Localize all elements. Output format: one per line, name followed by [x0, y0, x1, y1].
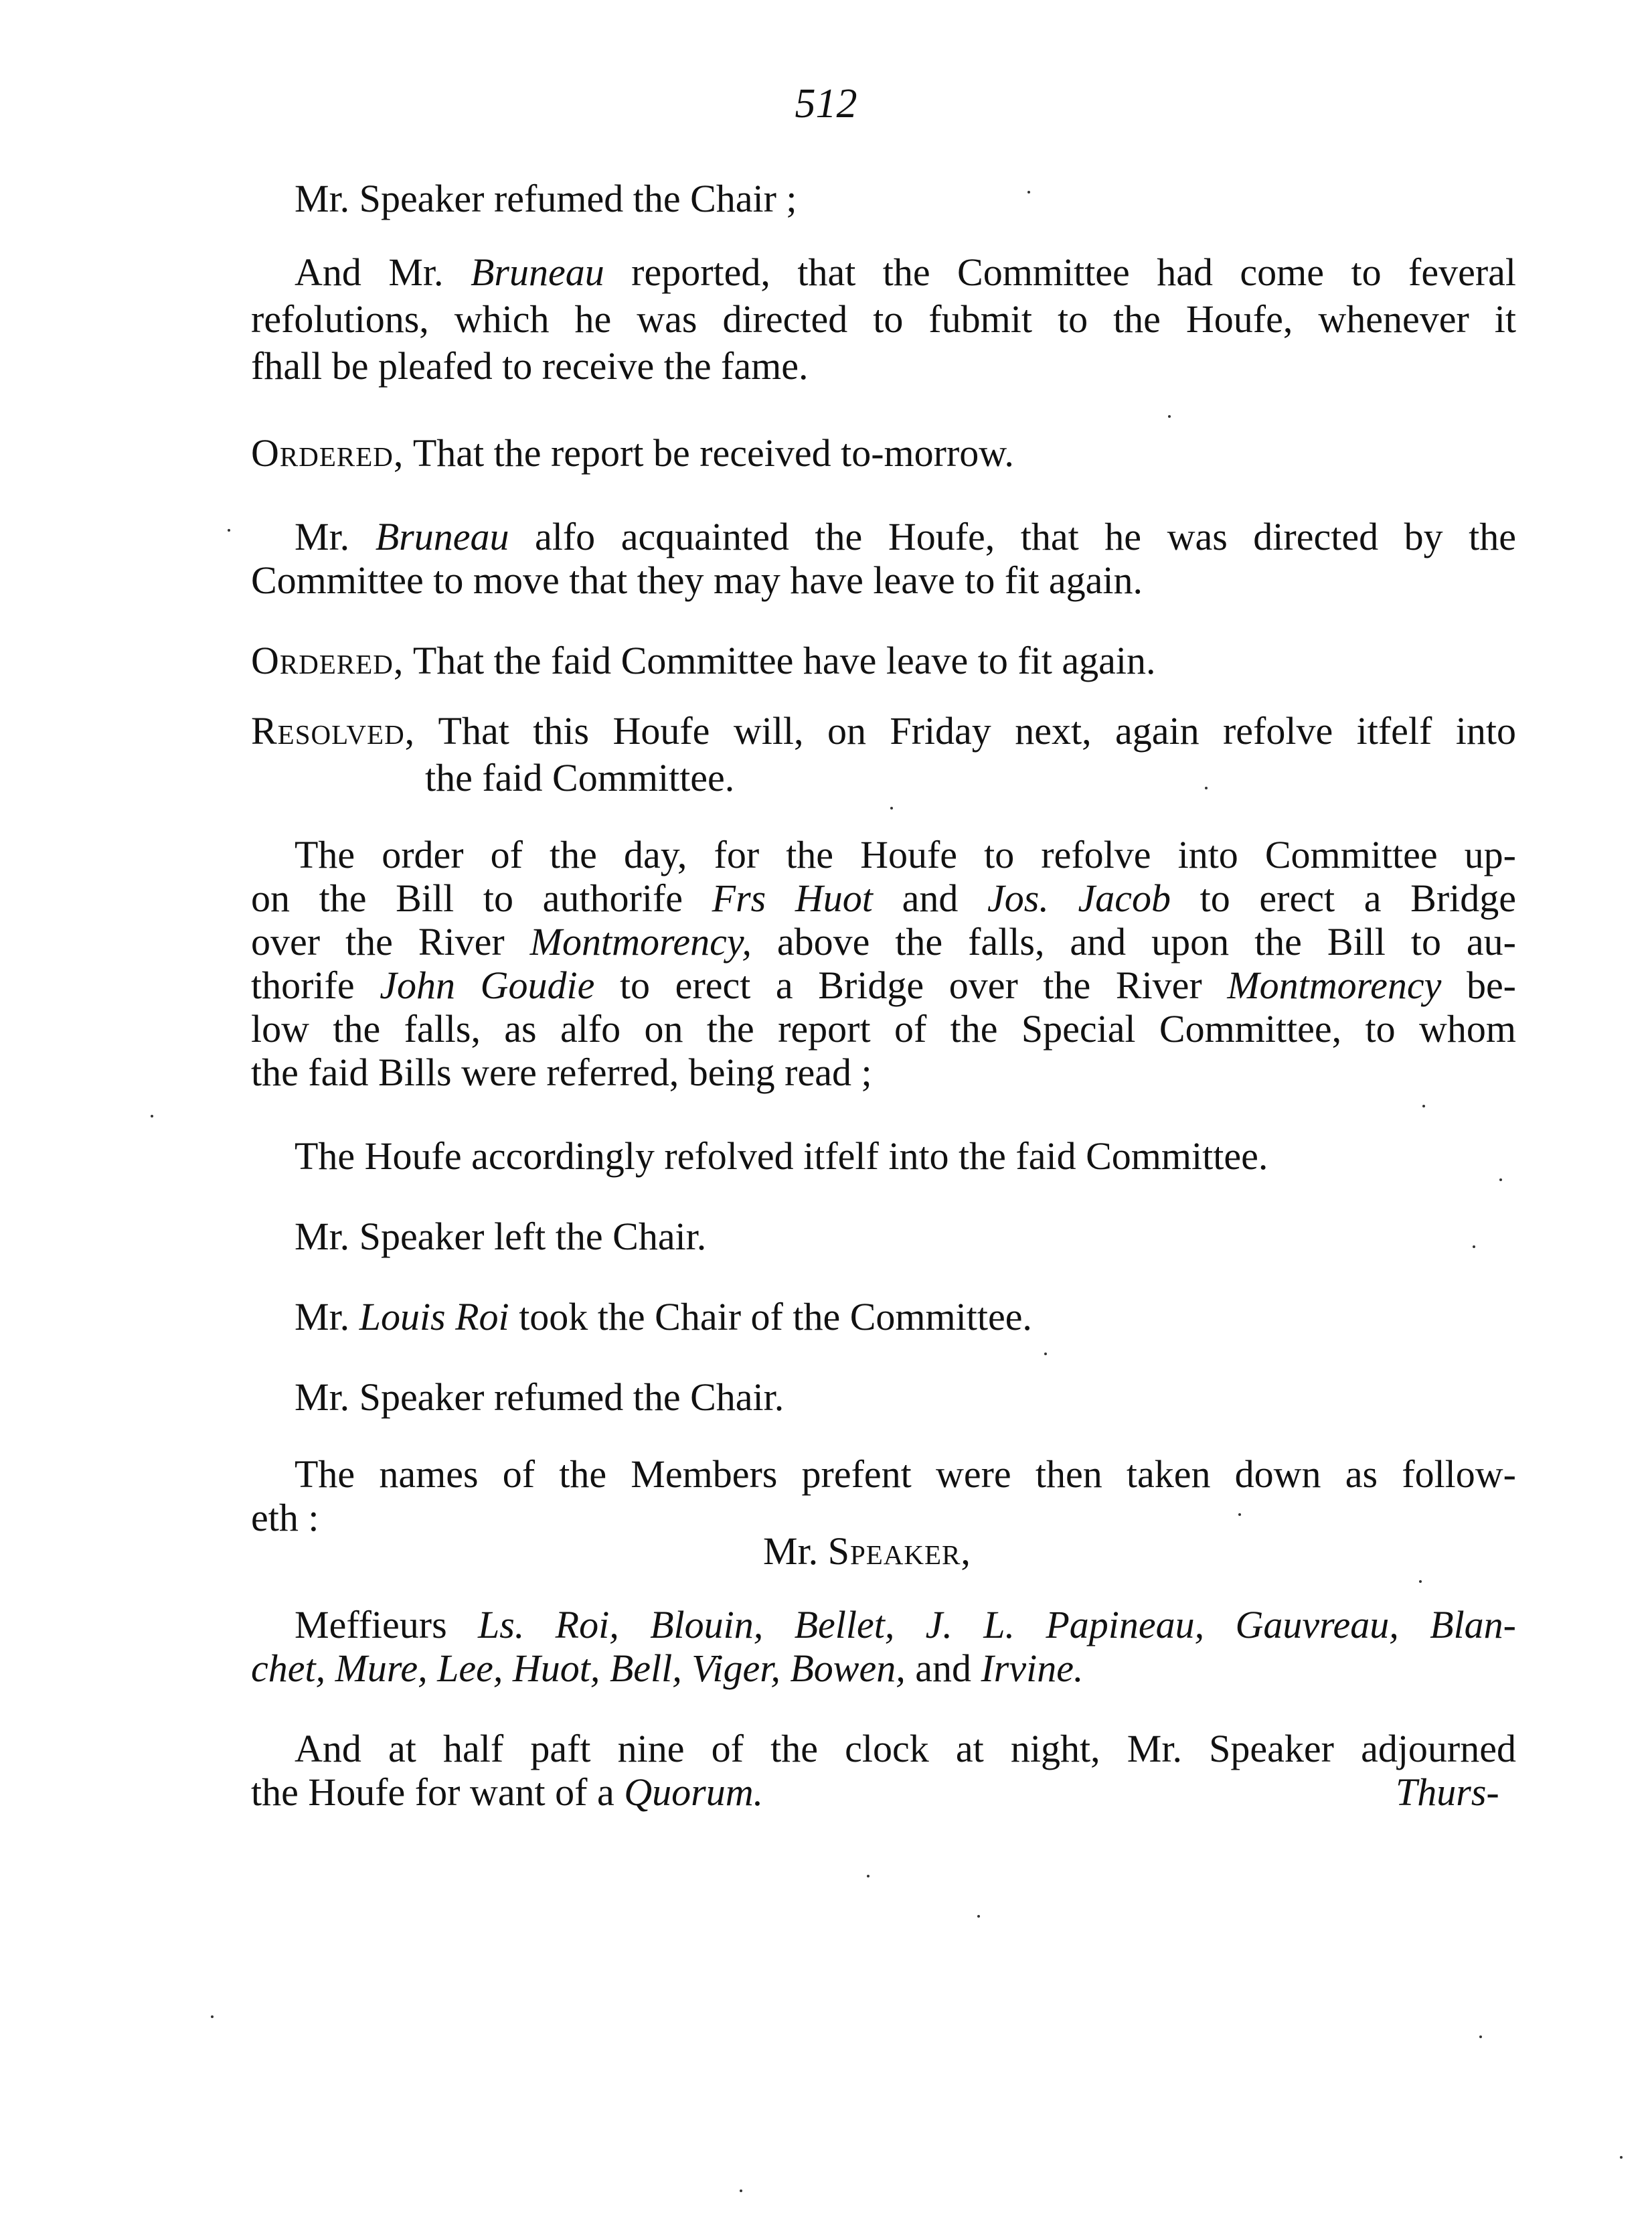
paragraph-report-line-3 — [251, 345, 1516, 388]
scan-speck — [1499, 1178, 1502, 1181]
scan-speck — [1027, 191, 1030, 194]
italic-name: Frs Huot — [712, 877, 873, 920]
text-span: And at half paft nine of the clock at night, Mr. Speaker adjourned — [295, 1727, 1516, 1770]
italic-name: John Goudie — [380, 964, 595, 1007]
text-span: low the falls, as alfo on the report of the Special Committee, to whom — [251, 1008, 1516, 1051]
ordered-label: Ordered, — [251, 639, 404, 682]
paragraph-order-of-day-line-4 — [251, 964, 1516, 1007]
text-span: Mr. — [763, 1530, 828, 1573]
text-span: the faid Committee. — [425, 757, 735, 799]
scan-speck — [1473, 1245, 1475, 1248]
paragraph-order-of-day-line-1 — [295, 834, 1516, 876]
paragraph-chair-of-committee — [295, 1296, 1560, 1338]
scan-speck — [1620, 2156, 1623, 2159]
catchword — [1396, 1771, 1530, 1814]
resolved-label: Resolved, — [251, 710, 416, 753]
text-span: eth : — [251, 1496, 319, 1539]
text-span: The order of the day, for the Houfe to refolve into Committee up- — [295, 834, 1516, 876]
scan-speck — [867, 1875, 870, 1877]
italic-name: Jos. Jacob — [987, 877, 1171, 920]
ordered-label: Ordered, — [251, 432, 404, 475]
paragraph-ordered-report — [251, 432, 1516, 475]
italic-place: Montmorency — [1227, 964, 1442, 1007]
scan-speck — [1479, 2035, 1482, 2038]
paragraph-speaker-resumed-1 — [295, 177, 1560, 220]
paragraph-order-of-day-line-6 — [251, 1051, 1516, 1094]
italic-name: Louis Roi — [359, 1296, 509, 1338]
text-span: thorife — [251, 964, 380, 1007]
text-span: to erect a Bridge — [1170, 877, 1516, 920]
paragraph-report-line-1 — [295, 251, 1516, 294]
paragraph-acquainted-line-1 — [295, 516, 1516, 558]
catchword-text: Thurs- — [1396, 1771, 1499, 1814]
scan-speck — [740, 2189, 742, 2192]
text-span: That the report be received to-morrow. — [404, 432, 1014, 475]
text-span: refolutions, which he was directed to fubmit to the Houfe, whenever it — [251, 298, 1516, 341]
members-list-line-1 — [295, 1604, 1516, 1646]
text-span: over the River — [251, 921, 530, 964]
text-span: The names of the Members prefent were then taken down as follow- — [295, 1453, 1516, 1496]
paragraph-speaker-resumed-2 — [295, 1376, 1560, 1419]
scan-speck — [1238, 1513, 1241, 1516]
text-span: and — [905, 1647, 981, 1690]
speaker-heading — [763, 1530, 1232, 1573]
paragraph-adjourned-line-1 — [295, 1727, 1516, 1770]
scan-speck — [890, 807, 893, 810]
paragraph-adjourned-line-2 — [251, 1771, 1188, 1814]
text-span: Mr. Speaker left the Chair. — [295, 1215, 707, 1258]
text-span: reported, that the Committee had come to feveral — [604, 251, 1516, 294]
scan-speck — [1205, 787, 1208, 789]
text-span: Mr. — [295, 516, 376, 558]
italic-names: chet, Mure, Lee, Huot, Bell, Viger, Bowen, — [251, 1647, 906, 1690]
text-span: fhall be pleafed to receive the fame. — [251, 345, 809, 388]
text-span: to erect a Bridge over the River — [594, 964, 1228, 1007]
italic-name: Irvine. — [981, 1647, 1084, 1690]
scan-speck — [1044, 1353, 1047, 1355]
paragraph-resolved-line-1 — [251, 710, 1516, 753]
scan-speck — [977, 1915, 980, 1918]
italic-name: Bruneau — [375, 516, 509, 558]
paragraph-acquainted-line-2 — [251, 559, 1516, 602]
italic-name: Bruneau — [470, 251, 604, 294]
paragraph-order-of-day-line-5 — [251, 1008, 1516, 1051]
text-span: Mr. Speaker refumed the Chair ; — [295, 177, 797, 220]
text-span: the faid Bills were referred, being read ; — [251, 1051, 872, 1094]
text-span: Committee to move that they may have leave to fit again. — [251, 559, 1143, 602]
italic-names: Ls. Roi, Blouin, Bellet, J. L. Papineau, Gauvreau, Blan- — [478, 1604, 1516, 1646]
text-span: the Houfe for want of a — [251, 1771, 625, 1814]
paragraph-resolved-line-2 — [425, 757, 1652, 799]
text-span: Mr. — [295, 1296, 359, 1338]
text-span: And Mr. — [295, 251, 471, 294]
text-span: That this Houfe will, on Friday next, again refolve itfelf into — [415, 710, 1516, 753]
text-span: alfo acquainted the Houfe, that he was directed by the — [509, 516, 1516, 558]
text-span: Mr. Speaker refumed the Chair. — [295, 1376, 784, 1419]
text-span: and — [872, 877, 987, 920]
scan-speck — [1419, 1580, 1422, 1583]
paragraph-members-present-line-1 — [295, 1453, 1516, 1496]
italic-word: Quorum. — [624, 1771, 764, 1814]
scan-speck — [1168, 415, 1171, 418]
scan-speck — [1422, 1105, 1425, 1107]
paragraph-speaker-left — [295, 1215, 1560, 1258]
page-number: 512 — [795, 81, 857, 127]
speaker-label: Speaker, — [827, 1530, 971, 1573]
text-span: on the Bill to authorife — [251, 877, 712, 920]
paragraph-order-of-day-line-3 — [251, 921, 1516, 964]
paragraph-report-line-2 — [251, 298, 1516, 341]
scan-speck — [151, 1115, 153, 1118]
italic-place: Montmorency, — [529, 921, 752, 964]
text-span: That the faid Committee have leave to fit again. — [404, 639, 1156, 682]
scan-speck — [211, 2015, 214, 2018]
paragraph-house-resolved — [295, 1135, 1560, 1178]
paragraph-ordered-leave — [251, 639, 1516, 682]
paragraph-order-of-day-line-2 — [251, 877, 1516, 920]
text-span: above the falls, and upon the Bill to au- — [751, 921, 1516, 964]
text-span: Meffieurs — [295, 1604, 478, 1646]
members-list-line-2 — [251, 1647, 1516, 1690]
text-span: took the Chair of the Committee. — [509, 1296, 1032, 1338]
text-span: The Houfe accordingly refolved itfelf into the faid Committee. — [295, 1135, 1268, 1178]
scan-speck — [228, 529, 230, 532]
text-span: be- — [1441, 964, 1516, 1007]
